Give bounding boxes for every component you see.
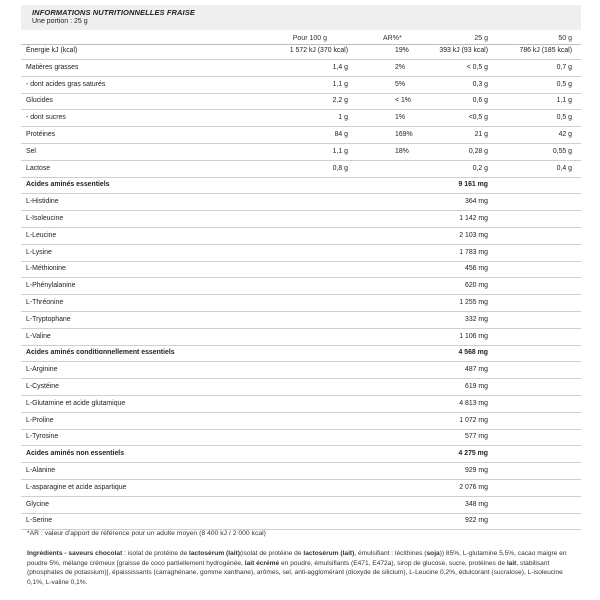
value-50g: 0,55 g [552,147,572,155]
value-50g: 1,1 g [556,97,572,105]
table-row [21,165,581,182]
value-ar: 18% [395,147,409,155]
value-25g: 1 142 mg [459,215,488,222]
value-25g: 0,2 g [472,164,488,172]
value-50g: 42 g [558,131,572,138]
nutrient-name: L-asparagine et acide aspartique [26,483,127,491]
value-25g: <0,5 g [468,114,488,122]
row-divider [21,378,581,379]
header-divider [21,44,581,45]
column-header-50g: 50 g [558,35,572,42]
row-divider [21,412,581,413]
ingredients-label: Ingrédients - saveurs chocolat [27,550,123,557]
row-divider [21,445,581,446]
table-row [21,114,581,131]
nutrient-name: L-Alanine [26,467,56,474]
portion-size: Une portion : 25 g [32,18,88,25]
row-divider [21,429,581,430]
row-divider [21,311,581,312]
row-divider [21,361,581,362]
value-per-100g: 1,4 g [332,63,348,71]
value-25g: 456 mg [465,265,488,273]
value-25g: 0,28 g [468,147,488,155]
row-divider [21,261,581,262]
table-row [21,81,581,98]
value-25g: 364 mg [465,198,488,206]
table-row [21,433,581,450]
value-25g: 2 103 mg [459,231,488,239]
value-25g: 1 783 mg [459,248,488,256]
ingredients-part: (isolat de protéine de [239,550,304,557]
nutrient-name: Acides aminés essentiels [26,181,110,189]
table-row [21,64,581,81]
value-ar: 5% [395,80,405,88]
value-50g: 0,5 g [556,80,572,88]
nutrient-name: L-Leucine [26,231,57,239]
nutrient-name: - dont sucres [26,114,66,122]
ingredients-part: en poudre, émulsifiants (E471, E472a), sirop de glucose, sucre, protéines de [279,559,507,567]
table-section-row [21,349,581,366]
nutrition-title: INFORMATIONS NUTRITIONNELLES FRAISE [32,8,195,17]
value-25g: 577 mg [465,433,488,441]
value-25g: 332 mg [465,315,488,323]
value-25g: 619 mg [465,383,488,390]
value-25g: 4 275 mg [458,450,488,458]
nutrient-name: Lactose [26,164,51,172]
nutrient-name: L-Histidine [26,198,59,206]
nutrient-name: L-Cystéine [26,383,59,390]
row-divider [21,76,581,77]
ingredients-part: , stabilisant (phosphates de potassium)], épaississants (carraghénane, gomme xanthane), arômes, sel, anti-agglomérant (dioxyde de silicium), L-Leucine 0,2%, édulcorant (sucralose), L-isoleucine 0,1%, L-valine 0,1%. [27,559,563,586]
value-per-100g: 84 g [334,131,348,138]
nutrient-name: L-Phénylalanine [26,282,76,290]
table-section-row [21,181,581,198]
nutrient-name: Sel [26,147,36,155]
row-divider [21,126,581,127]
value-25g: 922 mg [465,517,488,525]
value-25g: 4 813 mg [459,399,488,407]
row-divider [21,160,581,161]
nutrient-name: Protéines [26,131,56,138]
nutrient-name: L-Lysine [26,248,52,256]
table-row [21,417,581,434]
row-divider [21,294,581,295]
allergen-milk: lait [506,559,517,567]
value-25g: 0,3 g [472,80,488,88]
ingredients-text [27,549,573,587]
value-25g: 1 106 mg [459,332,488,340]
row-divider [21,277,581,278]
table-row [21,366,581,383]
value-50g: 786 kJ (185 kcal) [519,47,572,54]
column-header-per-100g: Pour 100 g [292,35,327,42]
table-section-row [21,450,581,467]
allergen-milk: lactosérum (lait) [189,550,240,557]
nutrient-name: Acides aminés conditionnellement essentiels [26,349,175,357]
row-divider [21,479,581,480]
table-row [21,467,581,484]
value-per-100g: 0,8 g [332,164,348,172]
table-row [21,501,581,518]
row-divider [21,496,581,497]
table-row [21,232,581,249]
value-per-100g: 2,2 g [332,97,348,105]
nutrient-name: - dont acides gras saturés [26,80,106,88]
value-50g: 0,4 g [556,164,572,172]
value-25g: 487 mg [465,366,488,374]
value-ar: 1% [395,114,405,122]
nutrition-header [21,5,581,30]
nutrient-name: L-Thréonine [26,299,64,306]
value-25g: 21 g [474,131,488,138]
table-row [21,148,581,165]
table-row [21,333,581,350]
nutrient-name: Matières grasses [26,63,79,71]
value-25g: 2 076 mg [459,483,488,491]
row-divider [21,462,581,463]
value-per-100g: 1,1 g [332,147,348,155]
row-divider [21,59,581,60]
nutrient-name: L-Isoleucine [26,215,64,222]
nutrient-name: L-Glutamine et acide glutamique [26,399,126,407]
column-header-25g: 25 g [474,35,488,42]
value-25g: 0,6 g [472,97,488,105]
table-row [21,383,581,400]
value-25g: 1 072 mg [459,416,488,424]
nutrient-name: L-Proline [26,416,54,424]
table-row [21,299,581,316]
row-divider [21,93,581,94]
value-per-100g: 1 g [338,114,348,122]
value-per-100g: 1 572 kJ (370 kcal) [289,47,348,54]
allergen-milk: lactosérum (lait) [303,550,355,557]
value-ar: 2% [395,63,405,71]
row-divider [21,395,581,396]
table-row [21,131,581,148]
value-25g: 1 255 mg [459,299,488,306]
nutrient-name: L-Valine [26,332,51,340]
row-divider [21,328,581,329]
table-row [21,484,581,501]
value-25g: 9 161 mg [458,181,488,189]
row-divider [21,513,581,514]
table-row [21,400,581,417]
value-25g: 393 kJ (93 kcal) [439,47,488,54]
table-row [21,198,581,215]
nutrient-name: L-Tyrosine [26,433,59,441]
value-25g: 620 mg [465,282,488,290]
column-header-ar: AR%* [383,35,402,42]
ingredients-part: )) 85%, L-glutamine 5,5%, cacao maigre en poudre 5%, mélange crémeux [graisse de coco partiellement hydrogénée, [27,550,567,567]
table-row [21,215,581,232]
nutrient-name: L-Tryptophane [26,315,71,323]
nutrient-name: Glycine [26,500,49,508]
nutrient-name: Énergie kJ (kcal) [26,47,78,54]
allergen-skim-milk: lait écrémé [244,559,280,567]
row-divider [21,227,581,228]
table-row [21,265,581,282]
table-row [21,97,581,114]
value-ar: 19% [395,47,409,54]
row-divider [21,210,581,211]
value-25g: < 0,5 g [466,63,488,71]
value-50g: 0,7 g [556,63,572,71]
ar-footnote: *AR : valeur d'apport de référence pour un adulte moyen (8 400 kJ / 2 000 kcal) [27,530,266,537]
nutrient-name: L-Arginine [26,366,58,374]
nutrient-name: Acides aminés non essentiels [26,450,125,458]
nutrient-name: L-Serine [26,517,53,525]
row-divider [21,177,581,178]
ingredients-part: : isolat de protéine de [122,550,189,557]
row-divider [21,109,581,110]
nutrient-name: L-Méthionine [26,265,66,273]
row-divider [21,193,581,194]
table-row [21,47,581,64]
table-row [21,282,581,299]
row-divider [21,244,581,245]
value-per-100g: 1,1 g [332,80,348,88]
table-row [21,249,581,266]
ingredients-part: , émulsifiant : lécithines ( [354,550,427,557]
value-25g: 348 mg [465,500,488,508]
row-divider [21,345,581,346]
value-25g: 4 568 mg [458,349,488,357]
row-divider [21,143,581,144]
table-row [21,316,581,333]
value-ar: < 1% [395,97,411,105]
value-25g: 929 mg [465,467,488,474]
value-ar: 169% [395,131,413,138]
value-50g: 0,5 g [556,114,572,122]
nutrient-name: Glucides [26,97,53,105]
allergen-soy: soja [426,550,440,557]
